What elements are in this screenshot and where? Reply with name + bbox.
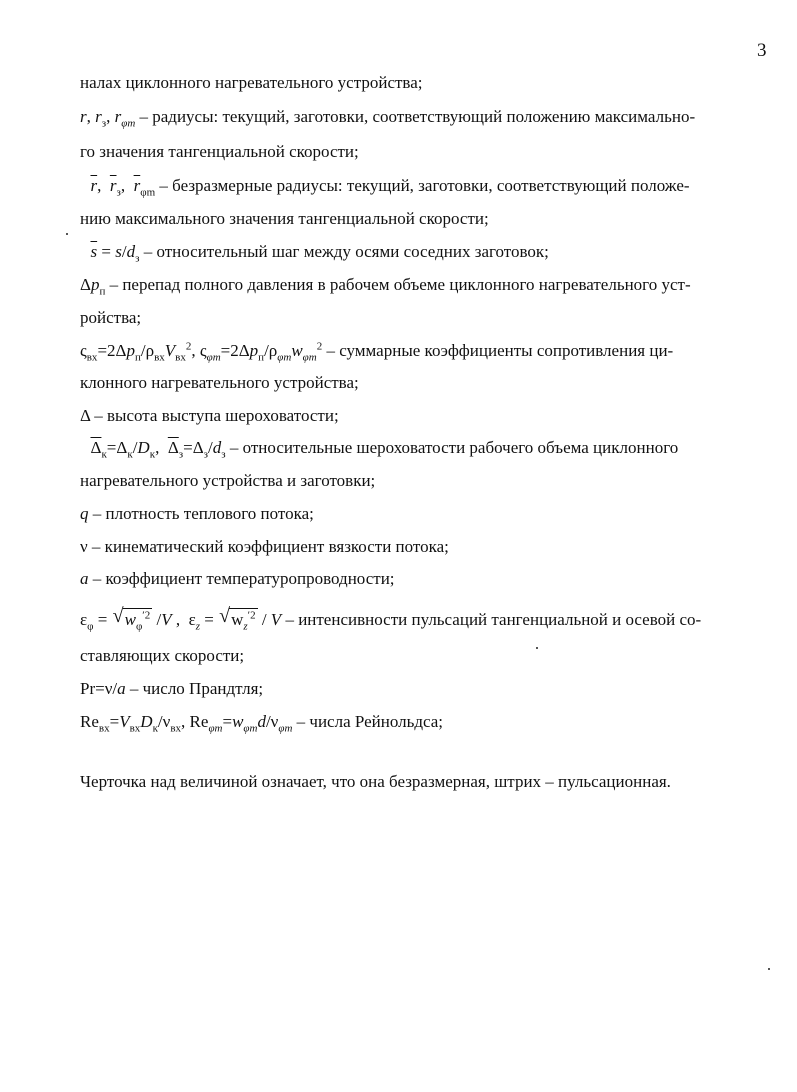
scan-speck [66,233,68,235]
footnote: Черточка над величиной означает, что она безразмерная, штрих – пульсационная. [80,772,671,791]
text-line: клонного нагревательного устройства; [80,373,359,392]
text-line: q – плотность теплового потока; [80,504,314,523]
text-line: Δ – высота выступа шероховатости; [80,406,339,425]
text-line: $\overline{s} = s/d_з$ – относительный шаг между осями соседних заготовок; [90,242,549,265]
scan-speck [768,968,770,970]
text-line: налах циклонного нагревательного устройства; [80,73,423,92]
scan-speck [536,647,538,649]
text-line: нагревательного устройства и заготовки; [80,471,376,490]
text-line: $\overline{\Delta}_к=\Delta_к/D_к$, $\overline{\Delta}_з=\Delta_з/d_з$ – относительные шероховатости рабочего объема циклонного [90,438,679,461]
text-line: ройства; [80,308,142,327]
page-number: 3 [757,40,767,61]
text-line: $\Delta p_п$ – перепад полного давления в рабочем объеме циклонного нагревательного уст- [80,275,691,298]
text-line: го значения тангенциальной скорости; [80,142,359,161]
text-line: ставляющих скорости; [80,646,245,665]
text-line: нию максимального значения тангенциальной скорости; [80,209,489,228]
text-line: ν – кинематический коэффициент вязкости потока; [80,537,449,556]
text-line: $Re_{вх}=V_{вх}D_к/\nu_{вх}$, $Re_{\varphi m}=w_{\varphi m}d/\nu_{\varphi m}$ – числа Рейнольдса; [80,712,444,735]
formula-line: $\varepsilon_\varphi$ = √ $w_\varphi^{'2}$ /V , $\varepsilon_z$ = √ $w_z^{'2}$ / V – интенсивности пульсаций тангенциальной и осевой со- [80,608,701,631]
text-line: r, $r_з$, $r_{\varphi m}$ – радиусы: текущий, заготовки, соответствующий положению максимально- [80,107,696,130]
text-line: a – коэффициент температуропроводности; [80,569,395,588]
text-line: $\overline{r}$, $\overline{r}_з$, $\overline{r}_{\varphi m}$ – безразмерные радиусы: текущий, заготовки, соответствующий положе- [90,176,690,199]
text-line: $\varsigma_{вх}=2\Delta p_п/\rho_{вх}V_{вх}^2$, $\varsigma_{\varphi m}=2\Delta p_п/\rho_{\varphi m}w_{\varphi m}^2$ – суммарные коэффициенты сопротивления ци- [80,340,674,364]
text-line: Pr=ν/a – число Прандтля; [80,679,264,698]
